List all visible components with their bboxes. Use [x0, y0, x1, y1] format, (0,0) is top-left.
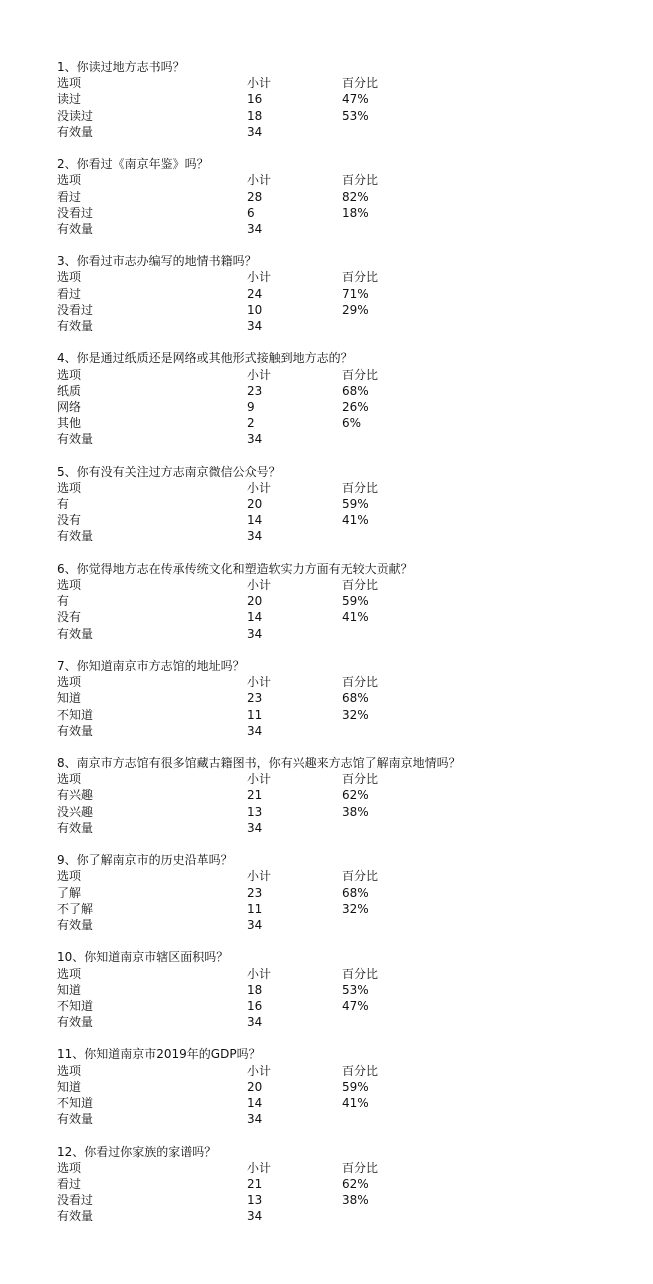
question-block	[57, 253, 617, 334]
option-percent: 41%	[342, 610, 369, 625]
question-block	[57, 59, 617, 140]
option-count: 23	[247, 383, 263, 398]
header-count: 小计	[247, 869, 272, 884]
header-count: 小计	[247, 772, 272, 787]
table-header-row	[57, 269, 617, 285]
header-percent: 百分比	[342, 1160, 379, 1175]
table-row	[57, 982, 617, 998]
header-count: 小计	[247, 966, 272, 981]
option-percent: 41%	[342, 1096, 369, 1110]
question-block	[57, 949, 617, 1030]
table-header-row	[57, 367, 617, 383]
table-row	[57, 205, 617, 221]
option-percent: 53%	[342, 108, 369, 123]
header-percent: 百分比	[342, 480, 379, 495]
option-count: 9	[247, 399, 255, 414]
option-count: 21	[247, 1176, 263, 1191]
option-percent: 62%	[342, 788, 369, 803]
valid-count-row	[57, 318, 617, 334]
option-label: 不知道	[57, 998, 94, 1013]
table-row	[57, 1079, 617, 1095]
header-percent: 百分比	[342, 578, 379, 592]
option-count: 14	[247, 1096, 263, 1110]
valid-label: 有效量	[57, 1015, 94, 1030]
option-label: 纸质	[57, 383, 82, 398]
option-label: 其他	[57, 416, 82, 431]
option-count: 16	[247, 92, 263, 107]
valid-count: 34	[247, 1015, 263, 1030]
option-percent: 47%	[342, 92, 369, 107]
option-count: 13	[247, 1193, 263, 1208]
option-label: 有兴趣	[57, 788, 94, 803]
table-row	[57, 91, 617, 107]
header-percent: 百分比	[342, 966, 379, 981]
table-row	[57, 804, 617, 820]
option-label: 有	[57, 594, 70, 609]
valid-count-row	[57, 1111, 617, 1127]
table-row	[57, 787, 617, 803]
option-percent: 6%	[342, 416, 362, 431]
option-percent: 53%	[342, 982, 369, 997]
option-label: 有	[57, 497, 70, 512]
valid-count-row	[57, 1014, 617, 1030]
header-percent: 百分比	[342, 76, 379, 91]
question-title: 10、你知道南京市辖区面积吗？	[57, 950, 229, 965]
header-option: 选项	[57, 270, 82, 285]
header-option: 选项	[57, 1160, 82, 1175]
option-percent: 32%	[342, 901, 369, 916]
valid-count: 34	[247, 1209, 263, 1224]
header-count: 小计	[247, 1160, 272, 1175]
header-percent: 百分比	[342, 1063, 379, 1078]
table-header-row	[57, 75, 617, 91]
valid-count-row	[57, 431, 617, 447]
header-count: 小计	[247, 480, 272, 495]
header-option: 选项	[57, 966, 82, 981]
valid-label: 有效量	[57, 1112, 94, 1127]
option-percent: 71%	[342, 286, 369, 301]
valid-label: 有效量	[57, 124, 94, 139]
option-percent: 82%	[342, 189, 369, 204]
option-count: 18	[247, 982, 263, 997]
table-header-row	[57, 868, 617, 884]
valid-label: 有效量	[57, 820, 94, 835]
header-option: 选项	[57, 675, 82, 690]
option-count: 16	[247, 998, 263, 1013]
header-count: 小计	[247, 173, 272, 188]
option-percent: 62%	[342, 1176, 369, 1191]
option-count: 11	[247, 707, 263, 722]
header-percent: 百分比	[342, 869, 379, 884]
option-count: 18	[247, 108, 263, 123]
valid-label: 有效量	[57, 723, 94, 738]
header-percent: 百分比	[342, 675, 379, 690]
option-label: 没看过	[57, 205, 94, 220]
table-row	[57, 399, 617, 415]
table-row	[57, 707, 617, 723]
option-count: 20	[247, 497, 263, 512]
option-percent: 18%	[342, 205, 369, 220]
valid-label: 有效量	[57, 529, 94, 544]
table-row	[57, 286, 617, 302]
option-percent: 29%	[342, 302, 369, 317]
option-percent: 38%	[342, 1193, 369, 1208]
option-label: 知道	[57, 1079, 82, 1094]
valid-count-row	[57, 124, 617, 140]
option-label: 知道	[57, 691, 82, 706]
option-percent: 59%	[342, 497, 369, 512]
option-count: 28	[247, 189, 263, 204]
table-row	[57, 108, 617, 124]
valid-count-row	[57, 723, 617, 739]
option-label: 网络	[57, 399, 82, 414]
option-percent: 26%	[342, 399, 369, 414]
option-count: 23	[247, 691, 263, 706]
table-header-row	[57, 1160, 617, 1176]
header-option: 选项	[57, 367, 82, 382]
option-count: 14	[247, 610, 263, 625]
valid-label: 有效量	[57, 1209, 94, 1224]
valid-count: 34	[247, 626, 263, 641]
valid-count: 34	[247, 529, 263, 544]
header-option: 选项	[57, 173, 82, 188]
option-count: 6	[247, 205, 255, 220]
option-count: 10	[247, 302, 263, 317]
question-block	[57, 852, 617, 933]
option-label: 不了解	[57, 901, 94, 916]
table-row	[57, 593, 617, 609]
header-percent: 百分比	[342, 270, 379, 285]
option-label: 没兴趣	[57, 804, 94, 819]
option-label: 读过	[57, 92, 82, 107]
valid-count-row	[57, 1208, 617, 1224]
option-label: 不知道	[57, 707, 94, 722]
table-row	[57, 496, 617, 512]
table-row	[57, 415, 617, 431]
table-row	[57, 189, 617, 205]
option-percent: 68%	[342, 383, 369, 398]
header-count: 小计	[247, 76, 272, 91]
question-title: 2、你看过《南京年鉴》吗？	[57, 157, 209, 172]
question-title: 6、你觉得地方志在传承传统文化和塑造软实力方面有无较大贡献？	[57, 561, 413, 576]
valid-count: 34	[247, 319, 263, 333]
header-option: 选项	[57, 869, 82, 884]
valid-count: 34	[247, 917, 263, 932]
valid-count-row	[57, 626, 617, 642]
table-header-row	[57, 480, 617, 496]
option-percent: 47%	[342, 998, 369, 1013]
option-label: 没看过	[57, 1193, 94, 1208]
question-title: 9、你了解南京市的历史沿革吗？	[57, 853, 233, 868]
table-row	[57, 901, 617, 917]
table-header-row	[57, 674, 617, 690]
option-label: 了解	[57, 885, 82, 900]
header-option: 选项	[57, 480, 82, 495]
table-row	[57, 302, 617, 318]
option-label: 没有	[57, 513, 82, 528]
option-count: 21	[247, 788, 263, 803]
header-option: 选项	[57, 772, 82, 787]
option-percent: 59%	[342, 594, 369, 609]
option-percent: 32%	[342, 707, 369, 722]
survey-document	[57, 59, 617, 1225]
option-count: 11	[247, 901, 263, 916]
table-header-row	[57, 966, 617, 982]
table-row	[57, 1192, 617, 1208]
header-percent: 百分比	[342, 173, 379, 188]
valid-count-row	[57, 528, 617, 544]
option-percent: 68%	[342, 885, 369, 900]
valid-count: 34	[247, 820, 263, 835]
question-title: 12、你看过你家族的家谱吗？	[57, 1144, 217, 1159]
header-percent: 百分比	[342, 367, 379, 382]
table-row	[57, 383, 617, 399]
question-title: 3、你看过市志办编写的地情书籍吗？	[57, 254, 257, 269]
valid-count-row	[57, 221, 617, 237]
valid-count: 34	[247, 1112, 263, 1127]
option-label: 没有	[57, 610, 82, 625]
question-block	[57, 658, 617, 739]
header-count: 小计	[247, 578, 272, 592]
option-count: 24	[247, 286, 263, 301]
header-count: 小计	[247, 1063, 272, 1078]
table-row	[57, 1176, 617, 1192]
valid-count: 34	[247, 432, 263, 447]
option-label: 不知道	[57, 1096, 94, 1110]
header-option: 选项	[57, 76, 82, 91]
table-header-row	[57, 577, 617, 593]
header-option: 选项	[57, 578, 82, 592]
table-row	[57, 998, 617, 1014]
option-label: 看过	[57, 1176, 82, 1191]
valid-count-row	[57, 917, 617, 933]
question-title: 11、你知道南京市2019年的GDP吗？	[57, 1047, 261, 1062]
valid-label: 有效量	[57, 432, 94, 447]
table-row	[57, 885, 617, 901]
header-count: 小计	[247, 270, 272, 285]
option-count: 13	[247, 804, 263, 819]
table-row	[57, 512, 617, 528]
question-title: 4、你是通过纸质还是网络或其他形式接触到地方志的？	[57, 351, 353, 366]
header-option: 选项	[57, 1063, 82, 1078]
valid-label: 有效量	[57, 221, 94, 236]
option-count: 20	[247, 1079, 263, 1094]
header-count: 小计	[247, 367, 272, 382]
question-title: 5、你有没有关注过方志南京微信公众号？	[57, 464, 281, 479]
question-block	[57, 350, 617, 447]
question-title: 8、南京市方志馆有很多馆藏古籍图书，你有兴趣来方志馆了解南京地情吗？	[57, 756, 461, 771]
table-row	[57, 690, 617, 706]
valid-label: 有效量	[57, 626, 94, 641]
table-header-row	[57, 771, 617, 787]
valid-label: 有效量	[57, 917, 94, 932]
valid-count: 34	[247, 221, 263, 236]
question-block	[57, 561, 617, 642]
option-percent: 38%	[342, 804, 369, 819]
header-percent: 百分比	[342, 772, 379, 787]
option-label: 看过	[57, 189, 82, 204]
option-percent: 68%	[342, 691, 369, 706]
question-title: 1、你读过地方志书吗？	[57, 60, 185, 74]
table-header-row	[57, 1063, 617, 1079]
option-count: 23	[247, 885, 263, 900]
option-label: 没读过	[57, 108, 94, 123]
option-count: 20	[247, 594, 263, 609]
question-block	[57, 464, 617, 545]
header-count: 小计	[247, 675, 272, 690]
valid-label: 有效量	[57, 319, 94, 333]
valid-count: 34	[247, 723, 263, 738]
question-block	[57, 1046, 617, 1127]
question-block	[57, 755, 617, 836]
table-header-row	[57, 172, 617, 188]
question-block	[57, 156, 617, 237]
option-percent: 59%	[342, 1079, 369, 1094]
option-count: 14	[247, 513, 263, 528]
valid-count-row	[57, 820, 617, 836]
table-row	[57, 609, 617, 625]
option-count: 2	[247, 416, 255, 431]
table-row	[57, 1095, 617, 1111]
option-percent: 41%	[342, 513, 369, 528]
option-label: 看过	[57, 286, 82, 301]
option-label: 没看过	[57, 302, 94, 317]
valid-count: 34	[247, 124, 263, 139]
option-label: 知道	[57, 982, 82, 997]
question-title: 7、你知道南京市方志馆的地址吗？	[57, 658, 245, 673]
question-block	[57, 1144, 617, 1225]
